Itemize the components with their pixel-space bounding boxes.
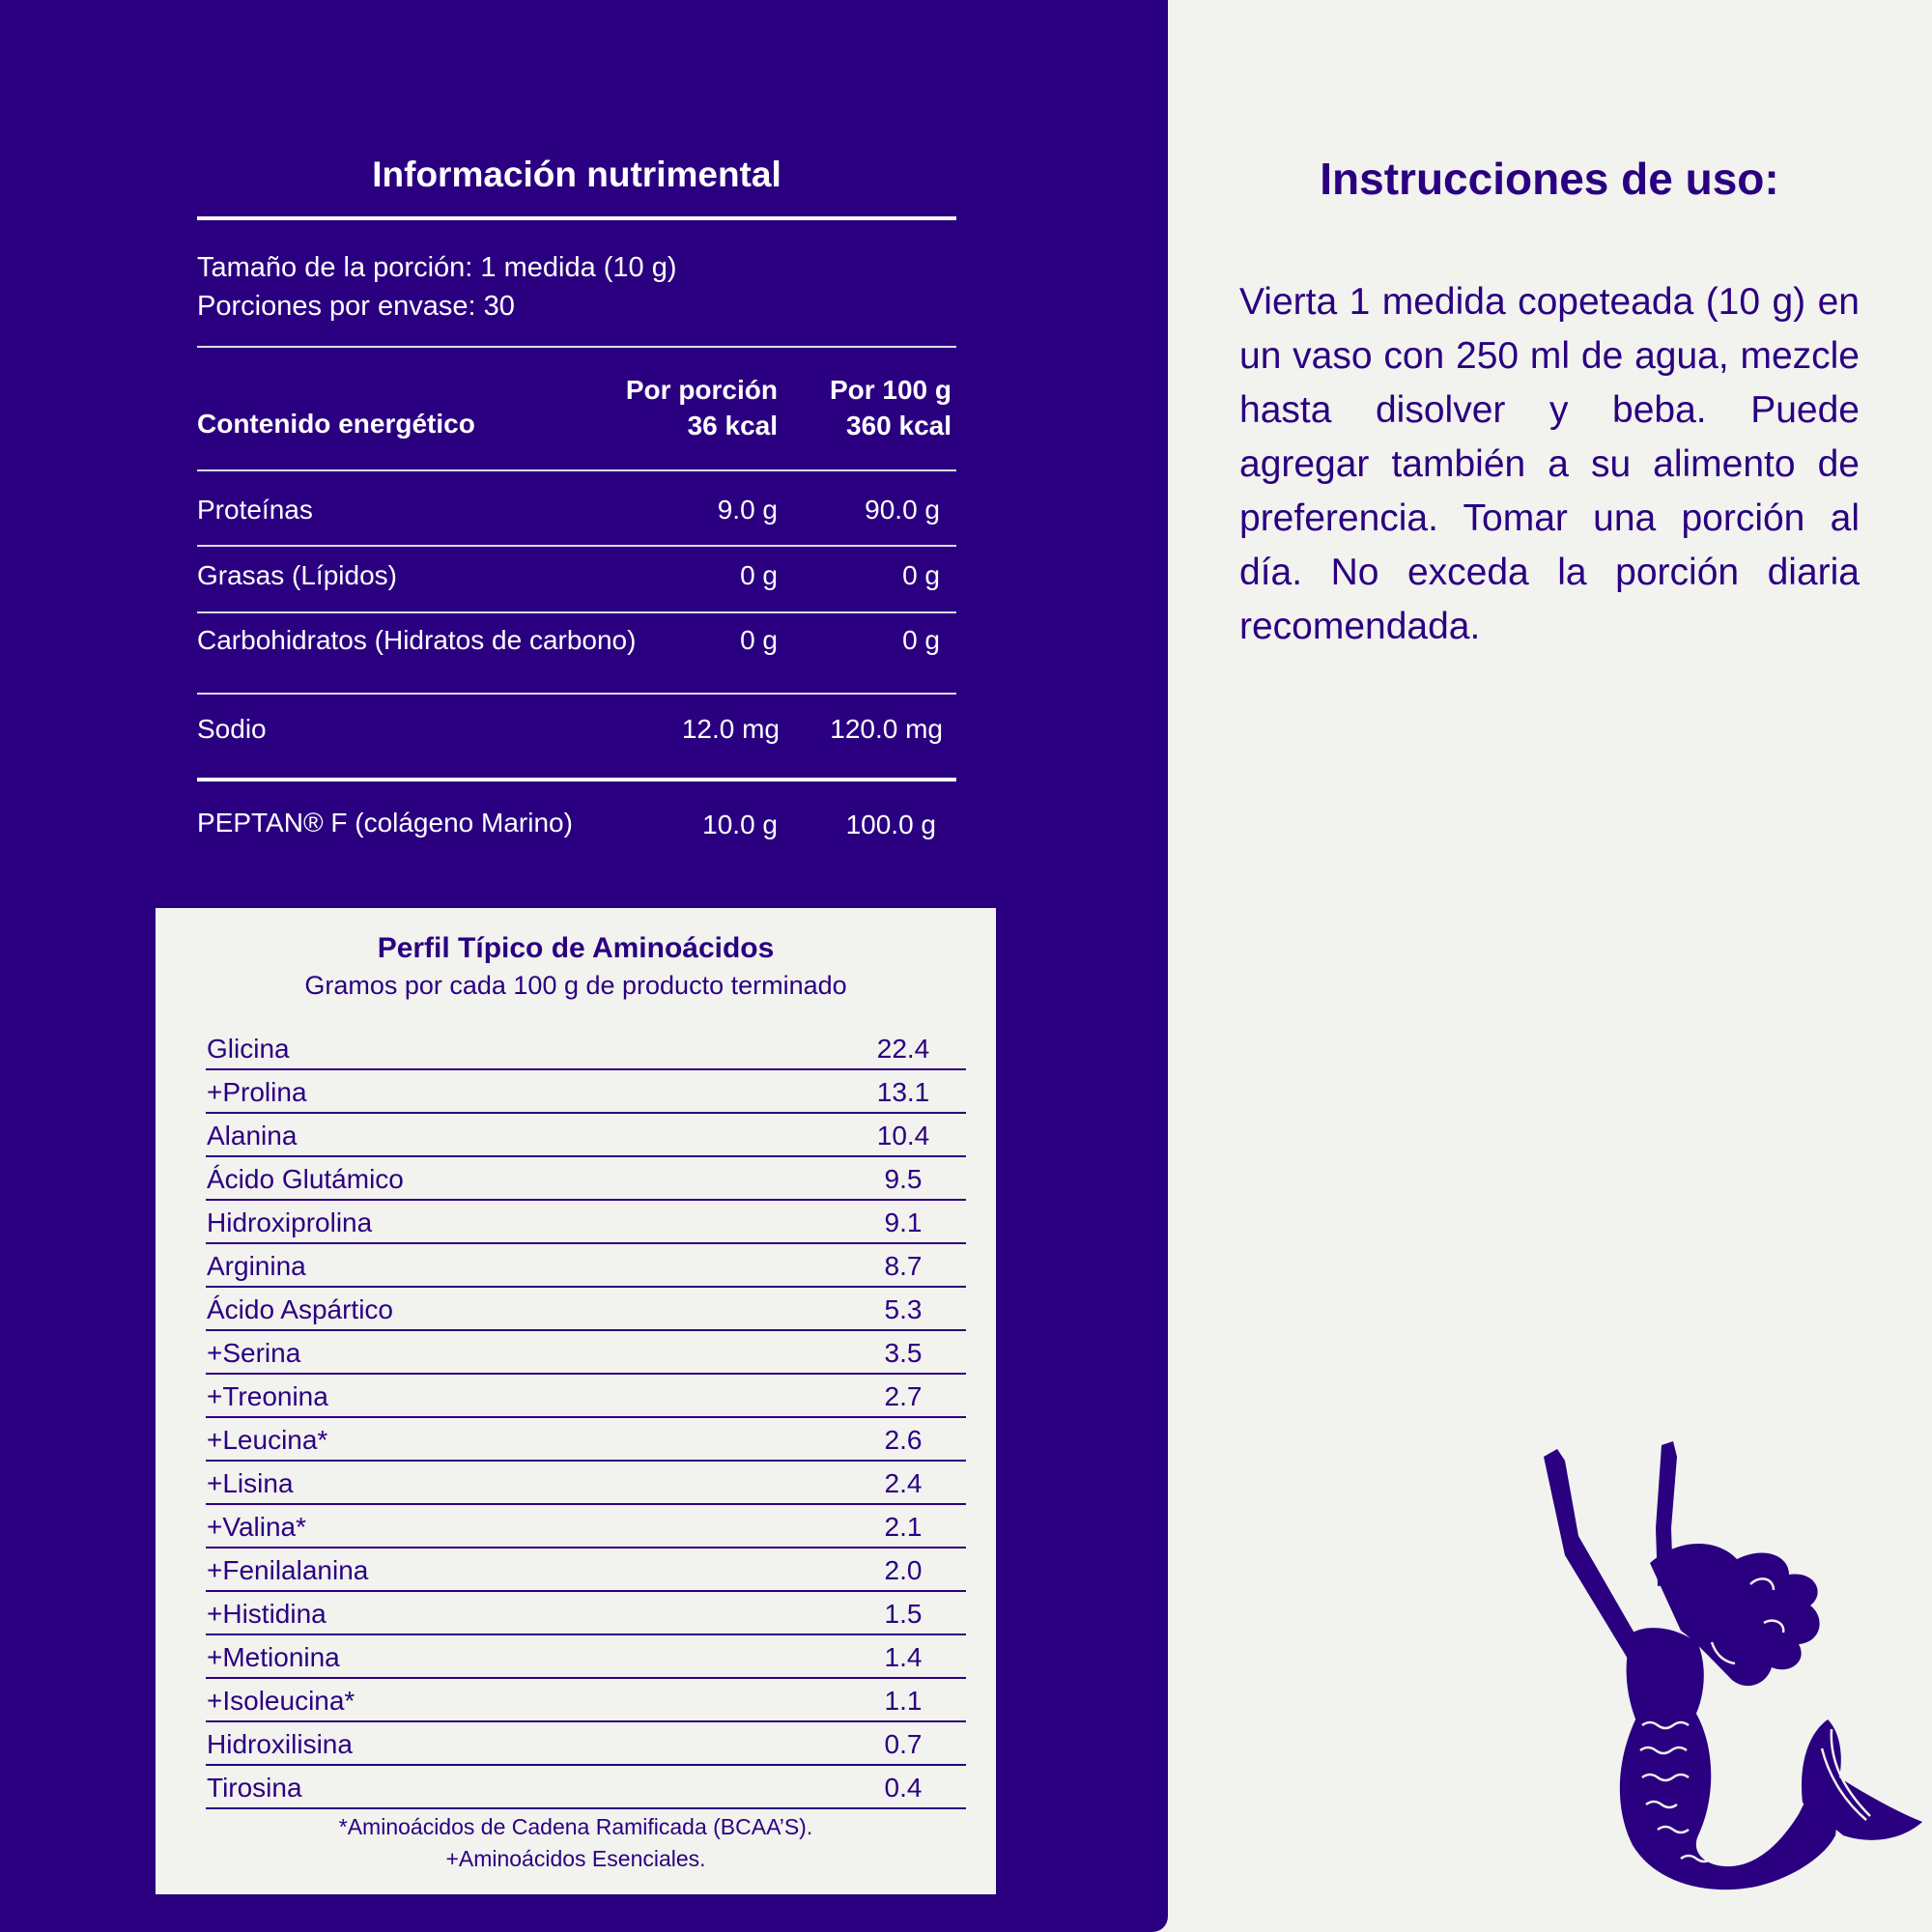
divider bbox=[197, 778, 956, 781]
instructions-body: Vierta 1 medida copeteada (10 g) en un vaso con 250 ml de agua, mezcle hasta disolver y beba. Puede agregar también a su alimento de preferencia. Tomar una porción al día. No exceda la porción diaria recomendada. bbox=[1239, 281, 1860, 647]
amino-value: 22.4 bbox=[876, 1034, 930, 1064]
amino-name: Ácido Glutámico bbox=[207, 1164, 404, 1194]
amino-name: +Fenilalanina bbox=[207, 1555, 369, 1585]
amino-title: Perfil Típico de Aminoácidos bbox=[377, 932, 775, 964]
amino-row bbox=[206, 1070, 966, 1114]
amino-name: +Prolina bbox=[207, 1077, 307, 1107]
amino-name: Hidroxiprolina bbox=[207, 1208, 373, 1237]
amino-row bbox=[206, 1114, 966, 1157]
instructions-title: Instrucciones de uso: bbox=[1320, 154, 1779, 204]
amino-value: 9.5 bbox=[884, 1164, 923, 1194]
mermaid-illustration bbox=[1536, 1439, 1932, 1903]
divider bbox=[197, 346, 956, 348]
nutrient-value: 0 g bbox=[740, 625, 778, 655]
amino-table bbox=[206, 1027, 966, 1809]
per-100g-label: Por 100 g bbox=[829, 375, 952, 405]
footnote-bcaa: *Aminoácidos de Cadena Ramificada (BCAA’S). bbox=[338, 1814, 813, 1839]
amino-value: 13.1 bbox=[876, 1077, 930, 1107]
amino-value: 1.5 bbox=[884, 1599, 923, 1629]
nutrient-label-sodium: Sodio bbox=[197, 714, 267, 744]
amino-value: 1.4 bbox=[884, 1642, 923, 1672]
amino-row bbox=[206, 1418, 966, 1462]
serving-size: Tamaño de la porción: 1 medida (10 g) bbox=[197, 252, 677, 283]
amino-value: 2.6 bbox=[884, 1425, 923, 1455]
amino-row bbox=[206, 1722, 966, 1766]
nutrient-value: 12.0 mg bbox=[681, 714, 780, 744]
amino-subtitle: Gramos por cada 100 g de producto terminado bbox=[304, 971, 847, 1000]
energy-label: Contenido energético bbox=[197, 409, 475, 439]
footnote-essential: +Aminoácidos Esenciales. bbox=[445, 1846, 706, 1871]
amino-row bbox=[206, 1635, 966, 1679]
nutrient-value: 100.0 g bbox=[845, 810, 936, 839]
nutrient-value: 10.0 g bbox=[702, 810, 778, 839]
amino-value: 5.3 bbox=[884, 1294, 923, 1324]
amino-value: 3.5 bbox=[884, 1338, 923, 1368]
amino-name: +Isoleucina* bbox=[207, 1686, 355, 1716]
servings-per-container: Porciones por envase: 30 bbox=[197, 291, 515, 322]
amino-row bbox=[206, 1766, 966, 1809]
divider bbox=[197, 545, 956, 547]
amino-value: 8.7 bbox=[884, 1251, 923, 1281]
amino-value: 10.4 bbox=[876, 1121, 930, 1151]
per-serving-label: Por porción bbox=[625, 375, 778, 405]
amino-row bbox=[206, 1548, 966, 1592]
amino-row bbox=[206, 1505, 966, 1548]
amino-value: 9.1 bbox=[884, 1208, 923, 1237]
nutrient-label-peptan: PEPTAN® F (colágeno Marino) bbox=[197, 808, 573, 838]
amino-name: +Leucina* bbox=[207, 1425, 328, 1455]
amino-row bbox=[206, 1244, 966, 1288]
amino-name: +Metionina bbox=[207, 1642, 340, 1672]
amino-row bbox=[206, 1201, 966, 1244]
amino-value: 1.1 bbox=[884, 1686, 923, 1716]
amino-name: +Histidina bbox=[207, 1599, 327, 1629]
nutrient-label-carbs: Carbohidratos (Hidratos de carbono) bbox=[197, 625, 637, 655]
amino-name: Tirosina bbox=[207, 1773, 302, 1803]
nutrient-value: 90.0 g bbox=[865, 495, 940, 525]
amino-row bbox=[206, 1462, 966, 1505]
nutrient-value: 0 g bbox=[902, 625, 940, 655]
nutrient-value: 0 g bbox=[740, 560, 778, 590]
amino-row bbox=[206, 1288, 966, 1331]
amino-acid-profile bbox=[156, 908, 996, 1894]
divider bbox=[197, 611, 956, 613]
divider bbox=[197, 469, 956, 471]
amino-row bbox=[206, 1679, 966, 1722]
amino-value: 0.7 bbox=[884, 1729, 923, 1759]
amino-value: 2.0 bbox=[884, 1555, 923, 1585]
amino-name: +Lisina bbox=[207, 1468, 294, 1498]
divider bbox=[197, 693, 956, 695]
amino-name: Hidroxilisina bbox=[207, 1729, 353, 1759]
amino-value: 2.4 bbox=[884, 1468, 923, 1498]
amino-name: Alanina bbox=[207, 1121, 298, 1151]
amino-name: Ácido Aspártico bbox=[207, 1294, 393, 1324]
amino-value: 2.7 bbox=[884, 1381, 923, 1411]
energy-per-serving: 36 kcal bbox=[687, 411, 778, 440]
nutrient-value: 9.0 g bbox=[717, 495, 778, 525]
amino-name: +Serina bbox=[207, 1338, 301, 1368]
amino-name: +Valina* bbox=[207, 1512, 307, 1542]
divider bbox=[197, 216, 956, 220]
per-100g-header bbox=[739, 372, 952, 443]
nutrient-value: 0 g bbox=[902, 560, 940, 590]
amino-row bbox=[206, 1027, 966, 1070]
nutrient-label-protein: Proteínas bbox=[197, 495, 313, 525]
nutrition-title: Información nutrimental bbox=[372, 155, 781, 194]
amino-row bbox=[206, 1157, 966, 1201]
amino-name: Glicina bbox=[207, 1034, 290, 1064]
amino-footnotes bbox=[156, 1811, 996, 1875]
amino-name: Arginina bbox=[207, 1251, 306, 1281]
amino-row bbox=[206, 1375, 966, 1418]
amino-value: 2.1 bbox=[884, 1512, 923, 1542]
amino-value: 0.4 bbox=[884, 1773, 923, 1803]
nutrient-label-fat: Grasas (Lípidos) bbox=[197, 560, 397, 590]
energy-per-100g: 360 kcal bbox=[846, 411, 952, 440]
nutrient-value: 120.0 mg bbox=[830, 714, 943, 744]
amino-row bbox=[206, 1592, 966, 1635]
amino-row bbox=[206, 1331, 966, 1375]
amino-name: +Treonina bbox=[207, 1381, 328, 1411]
